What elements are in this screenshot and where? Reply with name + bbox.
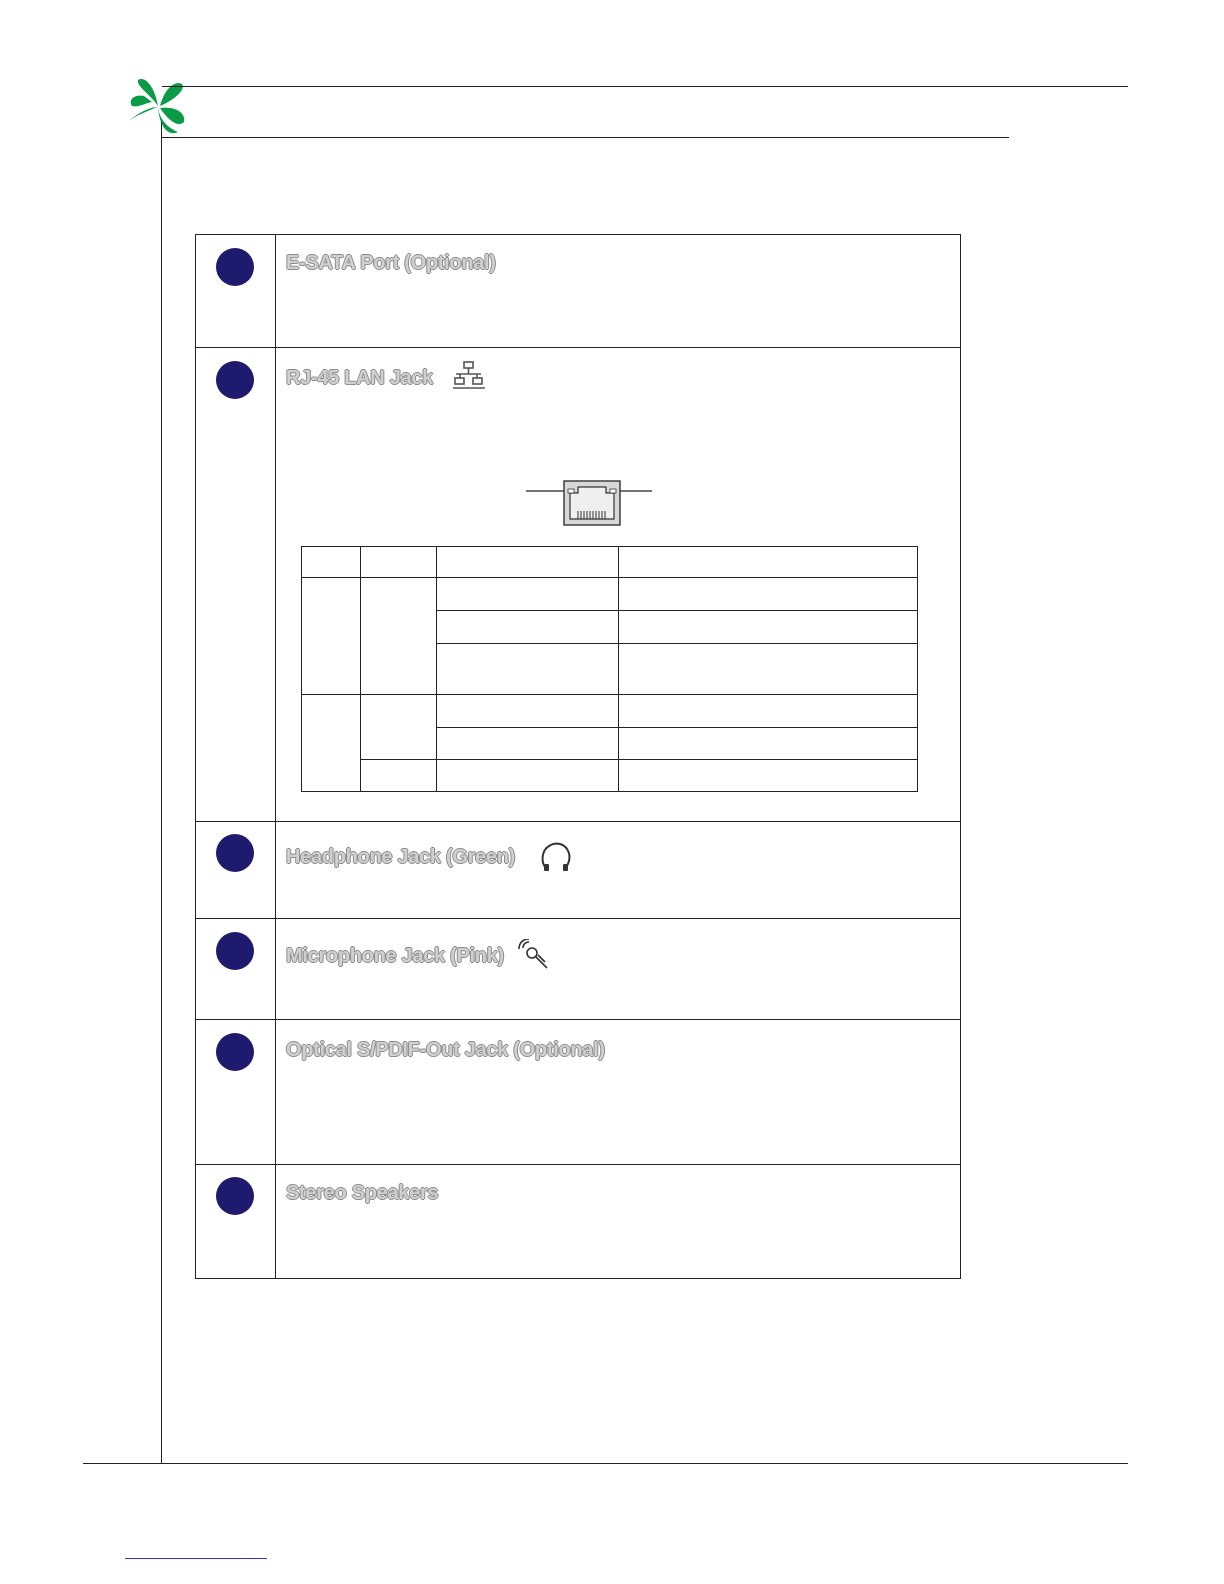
row-divider xyxy=(196,347,960,348)
item-bullet xyxy=(216,1177,254,1215)
led-table-group-divider xyxy=(301,694,918,695)
item-bullet xyxy=(216,248,254,286)
rj45-jack-illustration xyxy=(526,479,652,527)
led-table-border xyxy=(917,546,918,792)
row-divider xyxy=(196,1019,960,1020)
led-table-border xyxy=(301,546,302,792)
row-divider xyxy=(196,918,960,919)
footer-rule xyxy=(83,1463,1128,1464)
microphone-icon xyxy=(517,939,551,973)
table-column-divider xyxy=(275,235,276,1278)
led-table-header-divider xyxy=(301,577,918,578)
led-table-row-divider xyxy=(436,643,918,644)
led-table-column-divider xyxy=(360,546,361,792)
item-bullet xyxy=(216,932,254,970)
item-bullet xyxy=(216,1033,254,1071)
headphone-icon xyxy=(539,841,573,875)
led-table-row-divider xyxy=(436,727,918,728)
led-table-column-divider xyxy=(436,546,437,792)
lan-led-status-table xyxy=(301,546,918,792)
led-table-row-divider xyxy=(360,759,918,760)
stereo-speakers-title: Stereo Speakers xyxy=(286,1182,439,1204)
rj45-lan-jack-title: RJ-45 LAN Jack xyxy=(286,367,433,389)
row-divider xyxy=(196,1164,960,1165)
esata-port-title: E-SATA Port (Optional) xyxy=(286,252,496,274)
item-bullet xyxy=(216,361,254,399)
spdif-out-jack-title: Optical S/PDIF-Out Jack (Optional) xyxy=(286,1039,605,1061)
led-table-border xyxy=(301,546,918,547)
network-icon xyxy=(452,360,486,392)
row-divider xyxy=(196,821,960,822)
led-table-row-divider xyxy=(436,610,918,611)
header-bottom-rule xyxy=(162,137,1009,138)
footer-link-underline xyxy=(125,1558,267,1559)
led-table-border xyxy=(301,791,918,792)
header-top-rule xyxy=(162,86,1128,87)
left-margin-rule xyxy=(161,122,162,1464)
headphone-jack-title: Headphone Jack (Green) xyxy=(286,846,516,868)
port-spec-table xyxy=(195,234,961,1279)
microphone-jack-title: Microphone Jack (Pink) xyxy=(286,945,504,967)
led-table-column-divider xyxy=(618,546,619,792)
item-bullet xyxy=(216,834,254,872)
